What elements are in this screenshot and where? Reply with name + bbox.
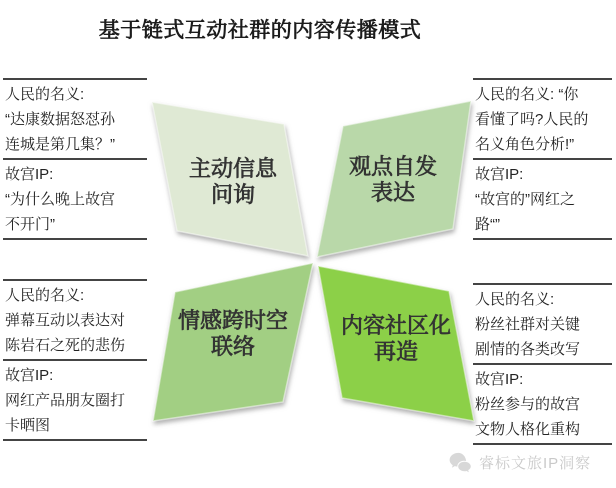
example-text-line: 故宫IP: — [475, 166, 524, 183]
example-box-top-right — [473, 78, 612, 240]
petal-label-line: 再造 — [373, 339, 418, 364]
petal-label-line: 表达 — [370, 180, 415, 205]
example-text-line: 看懂了吗?人民的 — [475, 111, 589, 128]
section-gugong — [473, 160, 612, 240]
example-text-line: 弹幕互动以表达对 — [5, 312, 126, 329]
diagram-title: 基于链式互动社群的内容传播模式 — [98, 19, 422, 42]
example-text-line: 名义角色分析!” — [475, 136, 575, 153]
petal-label-line: 内容社区化 — [340, 313, 451, 338]
example-text-line: 网红产品朋友圈打 — [5, 392, 126, 409]
example-text-line: 路“” — [475, 216, 500, 233]
petal-top-right-label — [318, 154, 468, 206]
petal-bottom-right-label — [321, 313, 471, 365]
example-text-line: 不开门” — [5, 216, 55, 233]
petal-label-line: 观点自发 — [348, 154, 437, 179]
petal-label-line: 主动信息 — [188, 156, 277, 181]
section-renmin — [3, 281, 147, 361]
section-gugong — [3, 361, 147, 441]
example-text-line: 人民的名义: — [5, 86, 85, 103]
example-text-line: 人民的名义: “你 — [475, 86, 579, 103]
example-box-top-left — [3, 78, 147, 240]
section-renmin — [473, 80, 612, 160]
petal-top-left-label — [158, 156, 308, 208]
example-box-bottom-right — [473, 283, 612, 445]
example-text-line: “达康数据怒怼孙 — [5, 111, 115, 128]
example-text-line: 粉丝参与的故宫 — [475, 396, 581, 413]
petal-bottom-left-label — [158, 308, 308, 360]
example-text-line: “故宫的”网红之 — [475, 191, 575, 208]
example-text-line: “为什么晚上故宫 — [5, 191, 115, 208]
petal-label-line: 联络 — [210, 334, 255, 359]
petal-label-line: 问询 — [210, 182, 255, 207]
example-text-line: 剧情的各类改写 — [475, 341, 581, 358]
section-renmin — [473, 285, 612, 365]
section-renmin — [3, 80, 147, 160]
petal-label-line: 情感跨时空 — [177, 308, 288, 333]
watermark-label: 睿标文旅IP洞察 — [479, 455, 592, 472]
watermark — [448, 452, 591, 473]
wechat-icon — [448, 452, 474, 473]
example-text-line: 陈岩石之死的悲伤 — [5, 337, 126, 354]
example-text-line: 人民的名义: — [475, 291, 555, 308]
section-gugong — [473, 365, 612, 445]
example-text-line: 人民的名义: — [5, 287, 85, 304]
example-text-line: 粉丝社群对关键 — [475, 316, 581, 333]
example-text-line: 连城是第几集？” — [5, 136, 115, 153]
example-text-line: 故宫IP: — [5, 166, 54, 183]
example-text-line: 故宫IP: — [5, 367, 54, 384]
example-text-line: 卡晒图 — [5, 417, 51, 434]
example-box-bottom-left — [3, 279, 147, 441]
example-text-line: 文物人格化重构 — [475, 421, 581, 438]
example-text-line: 故宫IP: — [475, 371, 524, 388]
section-gugong — [3, 160, 147, 240]
